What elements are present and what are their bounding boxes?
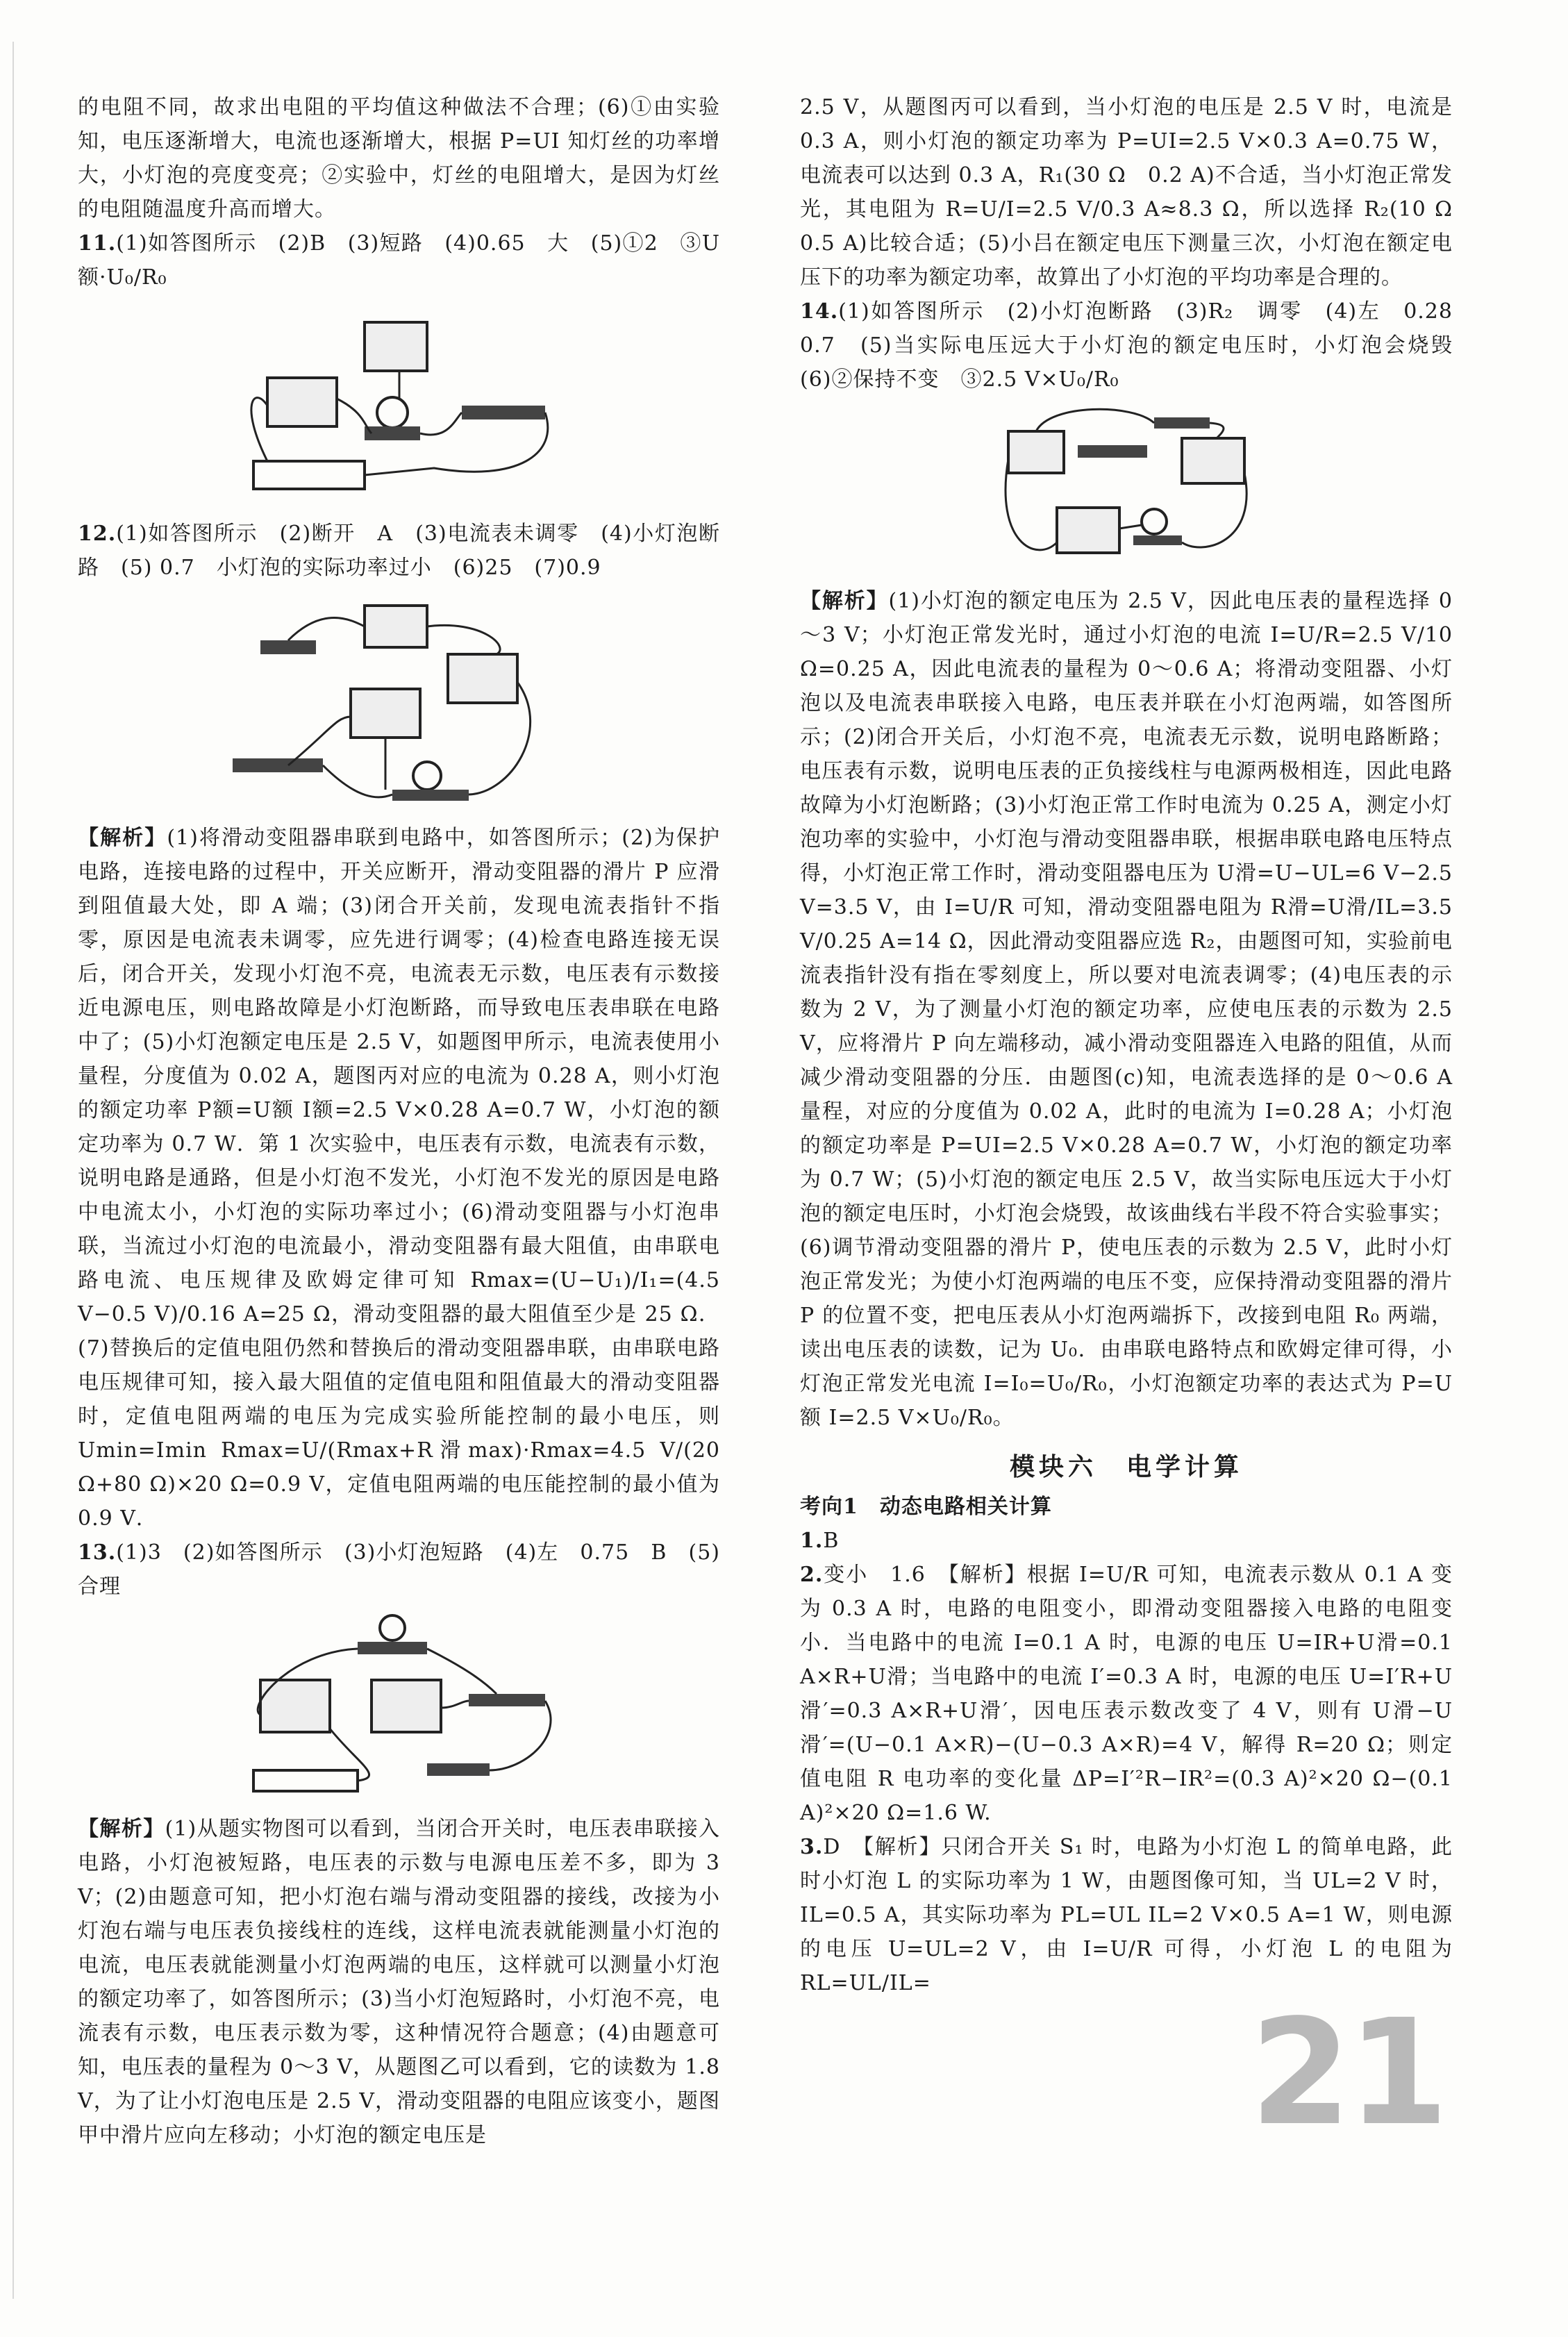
- left-column: [78, 90, 720, 2152]
- analysis-q12: 【解析】(1)将滑动变阻器串联到电路中，如答图所示；(2)为保护电路，连接电路的过程中，开关应断开，滑动变阻器的滑片 P 应滑到阻值最大处，即 A 端；(3)闭合开关前，发现电流表指针不指零，原因是电流表未调零，应先进行调零；(4)检查电路连接无误后，闭合开关，发现小灯泡不亮，电流表无示数，电压表有示数接近电源电压，则电路故障是小灯泡断路，而导致电压表串联在电路中了；(5)小灯泡额定电压是 2.5 V，如题图甲所示，电流表使用小量程，分度值为 0.02 A，题图丙对应的电流为 0.28 A，则小灯泡的额定功率 P额=U额 I额=2.5 V×0.28 A=0.7 W，小灯泡的额定功率为 0.7 W．第 1 次实验中，电压表有示数，电流表有示数，说明电路是通路，但是小灯泡不发光，小灯泡不发光的原因是电路中电流太小，小灯泡的实际功率过小；(6)滑动变阻器与小灯泡串联，当流过小灯泡的电流最小，滑动变阻器有最大阻值，由串联电路电流、电压规律及欧姆定律可知 Rmax=(U−U₁)/I₁=(4.5 V−0.5 V)/0.16 A=25 Ω，滑动变阻器的最大阻值至少是 25 Ω．(7)替换后的定值电阻仍然和替换后的滑动变阻器串联，由串联电路电压规律可知，接入最大阻值的定值电阻和阻值最大的滑动变阻器时，定值电阻两端的电压为完成实验所能控制的最小电压，则 Umin=Imin Rmax=U/(Rmax+R滑max)·Rmax=4.5 V/(20 Ω+80 Ω)×20 Ω=0.9 V，定值电阻两端的电压能控制的最小值为 0.9 V．: [78, 826, 720, 1531]
- answer-calc-3: 3.D 【解析】只闭合开关 S₁ 时，电路为小灯泡 L 的简单电路，此时小灯泡 L 的实际功率为 1 W，由题图像可知，当 UL=2 V 时，IL=0.5 A，其实际功率为 PL=UL IL=2 V×0.5 A=1 W，则电源的电压 U=UL=2 V，由 I=U/R 可得，小灯泡 L 的电阻为 RL=UL/IL=: [800, 1835, 1453, 1995]
- answer-paragraph: 的电阻不同，故求出电阻的平均值这种做法不合理；(6)①由实验知，电压逐渐增大，电流也逐渐增大，根据 P=UI 知灯丝的功率增大，小灯泡的亮度变亮；②实验中，灯丝的电阻增大，是因为灯丝的电阻随温度升高而增大。: [78, 95, 720, 222]
- binding-fold-line: [12, 42, 14, 2299]
- analysis-q13: 【解析】(1)从题实物图可以看到，当闭合开关时，电压表串联接入电路，小灯泡被短路，电压表的示数与电源电压差不多，即为 3 V；(2)由题意可知，把小灯泡右端与滑动变阻器的接线，改接为小灯泡右端与电压表负接线柱的连线，这样电流表就能测量小灯泡的电流，电压表就能测量小灯泡两端的电压，这样就可以测量小灯泡的额定功率了，如答图所示；(3)当小灯泡短路时，小灯泡不亮，电流表有示数，电压表示数为零，这种情况符合题意；(4)由题意可知，电压表的量程为 0～3 V，从题图乙可以看到，它的读数为 1.8 V，为了让小灯泡电压是 2.5 V，滑动变阻器的电阻应该变小，题图甲中滑片应向左移动；小灯泡的额定电压是: [78, 1817, 721, 2147]
- circuit-figure-q13: [219, 1611, 580, 1805]
- answer-calc-1: 1.B: [800, 1529, 840, 1553]
- circuit-figure-q11: [226, 301, 573, 510]
- answer-calc-2: 2.变小 1.6 【解析】根据 I=U/R 可知，电流表示数从 0.1 A 变为 0.3 A 时，电路的电阻变小，即滑动变阻器接入电路的电阻变小．当电路中的电流 I=0.1 A 时，电源的电压 U=IR+U滑=0.1 A×R+U滑；当电路中的电流 I′=0.3 A 时，电源的电压 U=I′R+U滑′=0.3 A×R+U滑′，因电压表示数改变了 4 V，则有 U滑−U滑′=(U−0.1 A×R)−(U−0.3 A×R)=4 V，解得 R=20 Ω；则定值电阻 R 电功率的变化量 ΔP=I′²R−IR²=(0.3 A)²×20 Ω−(0.1 A)²×20 Ω=1.6 W.: [800, 1563, 1453, 1825]
- answer-q12: 12.(1)如答图所示 (2)断开 A (3)电流表未调零 (4)小灯泡断路 (5) 0.7 小灯泡的实际功率过小 (6)25 (7)0.9: [78, 522, 720, 580]
- circuit-figure-q14: [994, 404, 1258, 577]
- page-number: 21: [1250, 1988, 1445, 2158]
- section-subtitle: 考向1 动态电路相关计算: [800, 1495, 1052, 1519]
- circuit-figure-q12: [219, 592, 580, 814]
- answer-q13: 13.(1)3 (2)如答图所示 (3)小灯泡短路 (4)左 0.75 B (5)合理: [78, 1540, 720, 1599]
- answer-q11: 11.(1)如答图所示 (2)B (3)短路 (4)0.65 大 (5)①2 ③U额·U₀/R₀: [78, 231, 720, 290]
- analysis-q13-continued: 2.5 V，从题图丙可以看到，当小灯泡的电压是 2.5 V 时，电流是 0.3 A，则小灯泡的额定功率为 P=UI=2.5 V×0.3 A=0.75 W，电流表可以达到 0.3 A，R₁(30 Ω 0.2 A)不合适，当小灯泡正常发光，其电阻为 R=U/I=2.5 V/0.3 A≈8.3 Ω，所以选择 R₂(10 Ω 0.5 A)比较合适；(5)小吕在额定电压下测量三次，小灯泡在额定电压下的功率为额定功率，故算出了小灯泡的平均功率是合理的。: [800, 95, 1474, 290]
- module-title: 模块六 电学计算: [1009, 1452, 1243, 1481]
- right-column: [800, 90, 1474, 2000]
- answer-q14: 14.(1)如答图所示 (2)小灯泡断路 (3)R₂ 调零 (4)左 0.28 0.7 (5)当实际电压远大于小灯泡的额定电压时，小灯泡会烧毁 (6)②保持不变 ③2.5 V×U₀/R₀: [800, 299, 1474, 392]
- analysis-q14: 【解析】(1)小灯泡的额定电压为 2.5 V，因此电压表的量程选择 0～3 V；小灯泡正常发光时，通过小灯泡的电流 I=U/R=2.5 V/10 Ω=0.25 A，因此电流表的量程为 0～0.6 A；将滑动变阻器、小灯泡以及电流表串联接入电路，电压表并联在小灯泡两端，如答图所示；(2)闭合开关后，小灯泡不亮，电流表无示数，说明电路断路；电压表有示数，说明电压表的正负接线柱与电源两极相连，因此电路故障为小灯泡断路；(3)小灯泡正常工作时电流为 0.25 A，测定小灯泡功率的实验中，小灯泡与滑动变阻器串联，根据串联电路电压特点得，小灯泡正常工作时，滑动变阻器电压为 U滑=U−UL=6 V−2.5 V=3.5 V，由 I=U/R 可知，滑动变阻器电阻为 R滑=U滑/IL=3.5 V/0.25 A=14 Ω，因此滑动变阻器应选 R₂，由题图可知，实验前电流表指针没有指在零刻度上，所以要对电流表调零；(4)电压表的示数为 2 V，为了测量小灯泡的额定功率，应使电压表的示数为 2.5 V，应将滑片 P 向左端移动，减小滑动变阻器连入电路的阻值，从而减少滑动变阻器的分压．由题图(c)知，电流表选择的是 0～0.6 A 量程，对应的分度值为 0.02 A，此时的电流为 I=0.28 A；小灯泡的额定功率是 P=UI=2.5 V×0.28 A=0.7 W，小灯泡的额定功率为 0.7 W；(5)小灯泡的额定电压 2.5 V，故当实际电压远大于小灯泡的额定电压时，小灯泡会烧毁，故该曲线右半段不符合实验事实；(6)调节滑动变阻器的滑片 P，使电压表的示数为 2.5 V，此时小灯泡正常发光；为使小灯泡两端的电压不变，应保持滑动变阻器的滑片 P 的位置不变，把电压表从小灯泡两端拆下，改接到电阻 R₀ 两端，读出电压表的读数，记为 U₀．由串联电路特点和欧姆定律可得，小灯泡正常发光电流 I=I₀=U₀/R₀，小灯泡额定功率的表达式为 P=U额 I=2.5 V×U₀/R₀。: [800, 589, 1453, 1430]
